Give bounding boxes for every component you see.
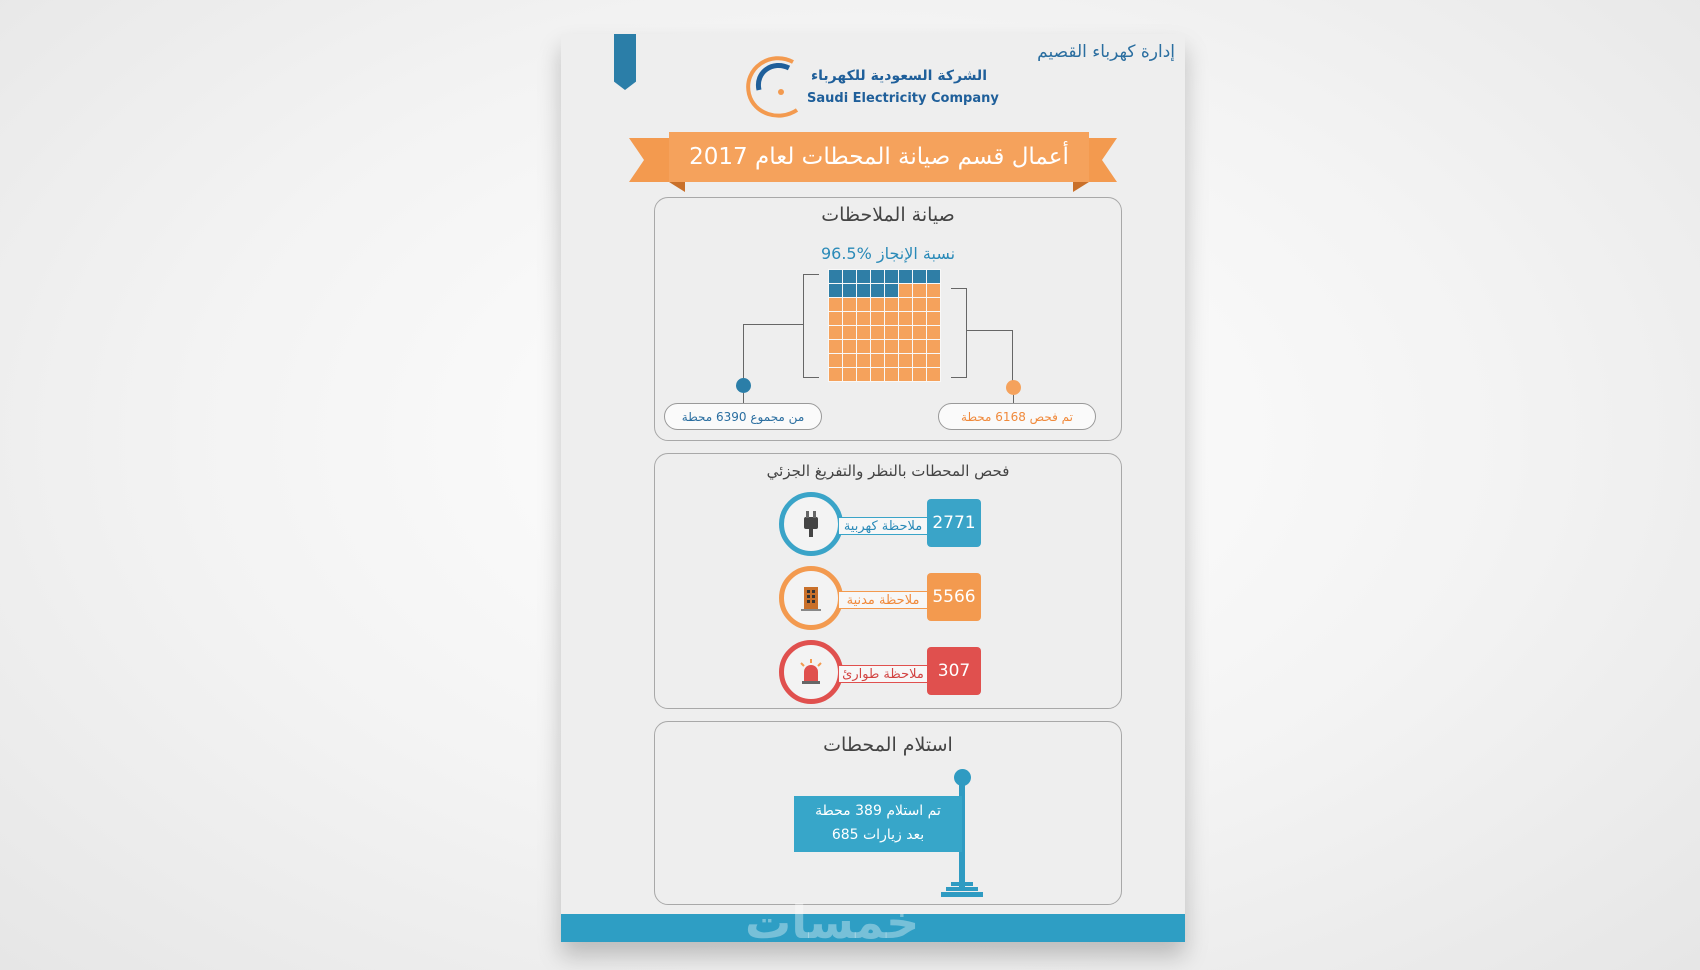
page-title: أعمال قسم صيانة المحطات لعام 2017 [669, 132, 1089, 182]
waffle-cell [913, 326, 926, 339]
waffle-cell [885, 326, 898, 339]
waffle-cell [843, 368, 856, 381]
waffle-cell [913, 340, 926, 353]
waffle-cell [829, 298, 842, 311]
waffle-cell [899, 312, 912, 325]
inspected-dot [1006, 380, 1021, 395]
waffle-cell [927, 270, 940, 283]
waffle-cell [829, 312, 842, 325]
waffle-cell [885, 354, 898, 367]
maintenance-section [654, 197, 1122, 441]
waffle-cell [857, 312, 870, 325]
sec-logo-icon [741, 52, 807, 122]
waffle-cell [871, 270, 884, 283]
waffle-cell [843, 298, 856, 311]
waffle-cell [843, 340, 856, 353]
flag-base-3 [941, 892, 983, 897]
flag-base-2 [946, 887, 978, 891]
receipt-title: استلام المحطات [823, 734, 953, 756]
electrical-note-label: ملاحظة كهربية [839, 517, 927, 535]
receipt-line-2: بعد زيارات 685 [831, 827, 925, 843]
progress-waffle-grid [829, 270, 941, 382]
waffle-cell [899, 326, 912, 339]
receipt-section [654, 721, 1122, 905]
waffle-cell [843, 312, 856, 325]
waffle-cell [857, 298, 870, 311]
waffle-cell [843, 270, 856, 283]
department-name: إدارة كهرباء القصيم [1037, 42, 1175, 62]
waffle-cell [871, 368, 884, 381]
waffle-cell [927, 326, 940, 339]
total-dot [736, 378, 751, 393]
waffle-cell [913, 312, 926, 325]
building-icon [779, 566, 843, 630]
emergency-note-count: 307 [927, 647, 981, 695]
electrical-note-count: 2771 [927, 499, 981, 547]
waffle-cell [913, 368, 926, 381]
waffle-cell [871, 298, 884, 311]
civil-note-label: ملاحظة مدنية [839, 591, 927, 609]
waffle-cell [829, 340, 842, 353]
waffle-cell [885, 270, 898, 283]
waffle-cell [927, 312, 940, 325]
waffle-cell [899, 298, 912, 311]
right-leader-line [967, 330, 1013, 382]
waffle-cell [913, 284, 926, 297]
waffle-cell [927, 354, 940, 367]
waffle-cell [843, 284, 856, 297]
waffle-cell [913, 298, 926, 311]
waffle-cell [857, 368, 870, 381]
company-name-arabic: الشركة السعودية للكهرباء [810, 68, 987, 84]
waffle-cell [871, 312, 884, 325]
right-bracket [951, 288, 967, 378]
waffle-cell [871, 340, 884, 353]
civil-note-row [655, 566, 1121, 630]
total-stations-label: من مجموع 6390 محطة [664, 403, 822, 430]
receipt-flag [794, 796, 962, 852]
waffle-cell [899, 354, 912, 367]
waffle-cell [927, 298, 940, 311]
company-name-english: Saudi Electricity Company [807, 91, 999, 106]
waffle-cell [871, 354, 884, 367]
flag-base-1 [951, 882, 973, 886]
watermark: خمسات [745, 895, 920, 949]
progress-label: نسبة الإنجاز %96.5 [820, 244, 956, 263]
ribbon-fold-right [1073, 182, 1089, 192]
waffle-cell [829, 270, 842, 283]
waffle-cell [899, 270, 912, 283]
waffle-cell [885, 298, 898, 311]
waffle-cell [843, 326, 856, 339]
waffle-cell [857, 326, 870, 339]
waffle-cell [843, 354, 856, 367]
waffle-cell [927, 340, 940, 353]
civil-note-count: 5566 [927, 573, 981, 621]
waffle-cell [927, 284, 940, 297]
waffle-cell [885, 368, 898, 381]
bookmark-ribbon [614, 34, 636, 90]
waffle-cell [829, 284, 842, 297]
maintenance-title: صيانة الملاحظات [821, 204, 955, 226]
waffle-cell [885, 340, 898, 353]
waffle-cell [885, 312, 898, 325]
receipt-line-1: تم استلام 389 محطة [815, 803, 941, 820]
waffle-cell [913, 354, 926, 367]
electrical-note-row [655, 492, 1121, 556]
waffle-cell [829, 368, 842, 381]
waffle-cell [857, 340, 870, 353]
waffle-cell [871, 326, 884, 339]
waffle-cell [871, 284, 884, 297]
waffle-cell [885, 284, 898, 297]
left-bracket [803, 274, 819, 378]
ribbon-fold-left [669, 182, 685, 192]
alarm-icon [779, 640, 843, 704]
waffle-cell [829, 354, 842, 367]
waffle-cell [899, 284, 912, 297]
waffle-cell [927, 368, 940, 381]
waffle-cell [899, 368, 912, 381]
waffle-cell [857, 270, 870, 283]
waffle-cell [913, 270, 926, 283]
plug-icon [779, 492, 843, 556]
emergency-note-row [655, 640, 1121, 704]
left-leader-line [743, 324, 803, 382]
waffle-cell [857, 284, 870, 297]
emergency-note-label: ملاحظة طوارئ [839, 665, 927, 683]
inspection-section [654, 453, 1122, 709]
inspection-title: فحص المحطات بالنظر والتفريغ الجزئي [766, 462, 1010, 480]
infographic-poster [561, 34, 1185, 942]
inspected-stations-label: تم فحص 6168 محطة [938, 403, 1096, 430]
waffle-cell [899, 340, 912, 353]
waffle-cell [857, 354, 870, 367]
waffle-cell [829, 326, 842, 339]
